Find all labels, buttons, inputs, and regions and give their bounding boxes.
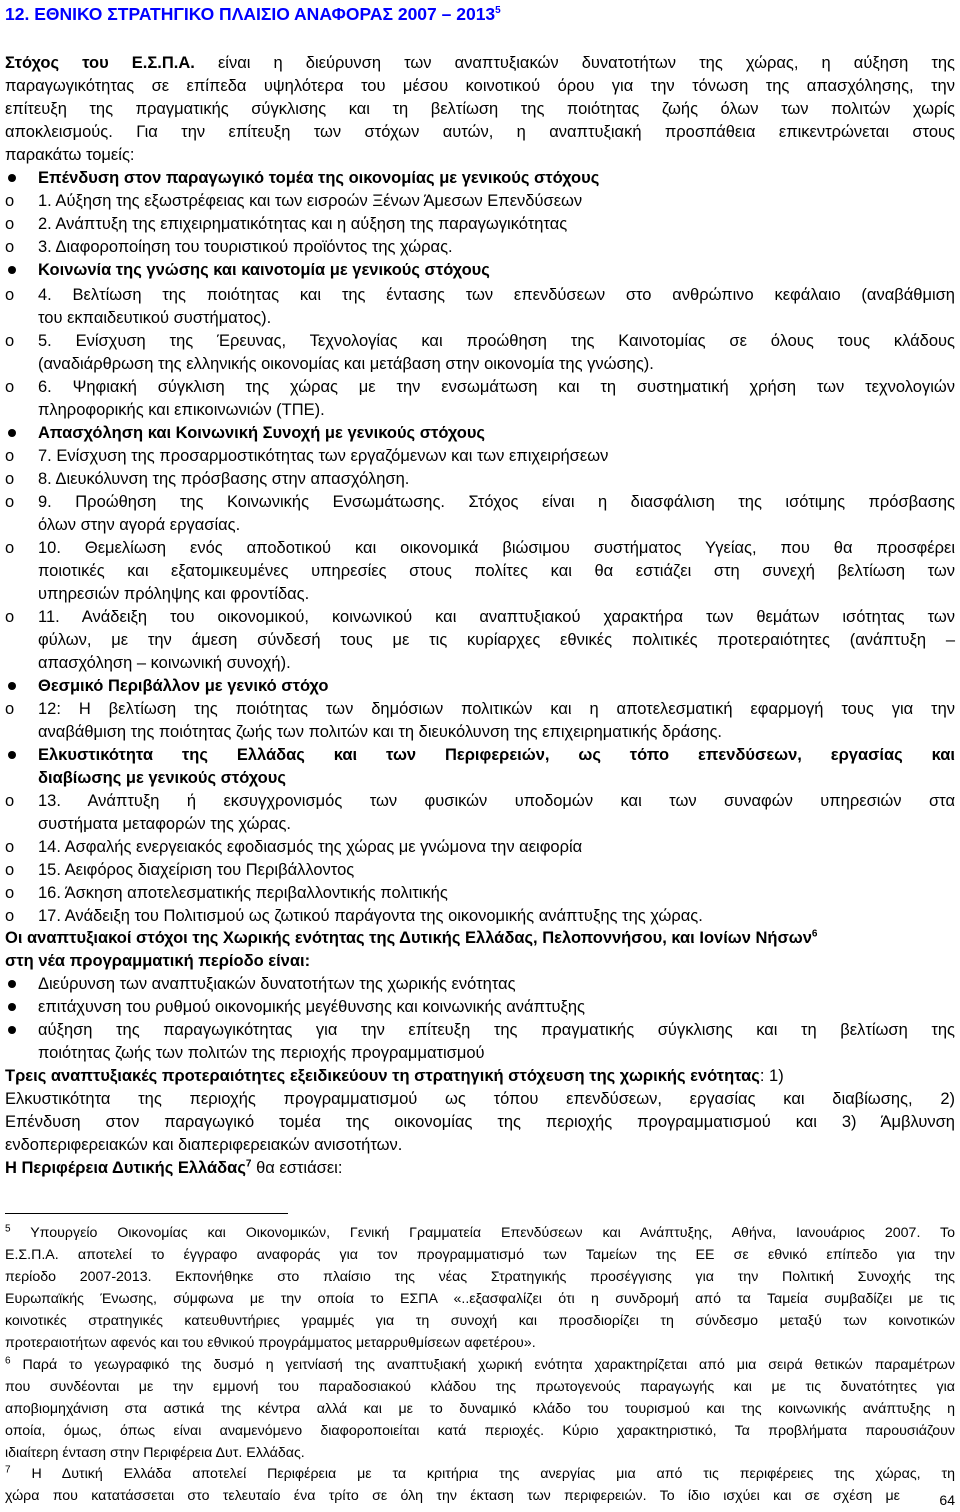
footnote-ref-6: 6 <box>811 928 818 940</box>
goal-item: 16. Άσκηση αποτελεσματικής περιβαλλοντικής πολιτικής <box>38 884 448 902</box>
footnote-5-line: προτεραιοτήτων αφενός και του εθνικού προγράμματος μεταρρυθμίσεων αφετέρου». <box>5 1335 536 1351</box>
sub-bullet-marker: o <box>5 792 15 810</box>
goal-item-cont: συστήματα μεταφορών της χώρας. <box>38 815 291 833</box>
footnote-6-line: αποβιομηχάνιση στα αστικά της κέντρα αλλά και με το δυναμικό κλάδο του τουρισμού και της κοινωνικής ανάπτυξης η <box>5 1401 955 1417</box>
sub-bullet-marker: o <box>5 470 15 488</box>
goal-item-cont: απασχόληση – κοινωνική συνοχή). <box>38 654 291 672</box>
regional-goals-heading: Οι αναπτυξιακοί στόχοι της Χωρικής ενότητας της Δυτικής Ελλάδας, Πελοποννήσου, και Ιονίων Νήσων$^6$ <box>5 928 818 947</box>
regional-goal: επιτάχυνση του ρυθμού οικονομικής μεγέθυνσης και κοινωνικής ανάπτυξης <box>38 998 586 1016</box>
focus-line: Η Περιφέρεια Δυτικής Ελλάδας$^7$ θα εστιάσει: <box>5 1158 343 1177</box>
bullet-dot <box>8 980 16 988</box>
bullet-dot <box>8 751 16 759</box>
intro-line-5: παρακάτω τομείς: <box>5 146 135 164</box>
bullet-heading-employment: Απασχόληση και Κοινωνική Συνοχή με γενικούς στόχους <box>38 424 486 442</box>
sub-bullet-marker: o <box>5 700 15 718</box>
goal-item-cont: όλων στην αγορά εργασίας. <box>38 516 241 534</box>
priorities-line-2: Ελκυστικότητα της περιοχής προγραμματισμού ως τόπου επενδύσεων, εργασίας και διαβίωσης, 2) <box>5 1090 955 1108</box>
footnote-5-line: κοινοτικές στρατηγικές κατευθυντήριες γραμμές για τη συνοχή και προσδιορίζει τη σύνδεσμο μεταξύ των κοινοτικών <box>5 1313 955 1329</box>
sub-bullet-marker: o <box>5 447 15 465</box>
goal-item: 15. Αειφόρος διαχείριση του Περιβάλλοντος <box>38 861 355 879</box>
goal-item: 11. Ανάδειξη του οικονομικού, κοινωνικού και αναπτυξιακού χαρακτήρα των θεμάτων ισότητας των <box>38 608 955 626</box>
priorities-line-4: ενδοπεριφερειακών και διαπεριφερειακών ανισοτήτων. <box>5 1136 403 1154</box>
sub-bullet-marker: o <box>5 286 15 304</box>
goal-item-cont: ποιοτικές και εξατομικευμένες υπηρεσίες στους πολίτες και θα εστιάζει στη συνεχή βελτίωση των <box>38 562 955 580</box>
page-number: 64 <box>939 1492 955 1508</box>
sub-bullet-marker: o <box>5 539 15 557</box>
goal-item: 12: Η βελτίωση της ποιότητας των δημόσιων πολιτικών και η αποτελεσματική εφαρμογή τους για την <box>38 700 955 718</box>
footnote-6-line: που συνδέονται με την εμμονή του παραδοσιακού κλάδου της πρωτογενούς παραγωγής και με τις δυνατότητες για <box>5 1379 955 1395</box>
sub-bullet-marker: o <box>5 907 15 925</box>
intro-label: Στόχος του Ε.Σ.Π.Α. <box>5 54 195 72</box>
goal-item-cont: (αναδιάρθρωση της ελληνικής οικονομίας και μετάβαση στην οικονομία της γνώσης). <box>38 355 654 373</box>
regional-goals-heading-cont: στη νέα προγραμματική περίοδο είναι: <box>5 952 311 970</box>
intro-line-2: παραγωγικότητας σε επίπεδα υψηλότερα του μέσου κοινοτικού όρου για την τόνωση της απασχόλησης, την <box>5 77 955 95</box>
goal-item: 13. Ανάπτυξη ή εκσυγχρονισμός των φυσικών υποδομών και των συναφών υπηρεσιών στα <box>38 792 955 810</box>
bullet-dot <box>8 682 16 690</box>
priorities-line-1: Τρεις αναπτυξιακές προτεραιότητες εξειδικεύουν τη στρατηγική στόχευση της χωρικής ενότητας: 1) <box>5 1067 784 1085</box>
footnote-ref-5: 5 <box>495 5 501 17</box>
footnote-6-line: $^6$ Παρά το γεωγραφικό της δυσμό η γειτνίασή της αναπτυξιακή χωρική ενότητα χαρακτηρίζεται από μια σειρά θετικών παραμέτρων <box>5 1355 955 1373</box>
goal-item-cont: υπηρεσιών πρόληψης και φροντίδας. <box>38 585 310 603</box>
sub-bullet-marker: o <box>5 238 15 256</box>
goal-item: 5. Ενίσχυση της Έρευνας, Τεχνολογίας και προώθηση της Καινοτομίας σε όλους τους κλάδους <box>38 332 955 350</box>
sub-bullet-marker: o <box>5 884 15 902</box>
footnote-7-line: $^7$ Η Δυτική Ελλάδα αποτελεί Περιφέρεια με τα κριτήρια της ανεργίας μια από τις περιφέρειες της χώρας, τη <box>5 1464 955 1482</box>
footnote-separator <box>5 1213 288 1214</box>
intro-line-1: Στόχος του Ε.Σ.Π.Α. είναι η διεύρυνση των αναπτυξιακών δυνατοτήτων της χώρας, η αύξηση της <box>5 54 955 72</box>
goal-item: 2. Ανάπτυξη της επιχειρηματικότητας και η αύξηση της παραγωγικότητας <box>38 215 568 233</box>
bullet-dot <box>8 174 16 182</box>
intro-line-3: επίτευξη της πραγματικής σύγκλισης και τη βελτίωση της ποιότητας ζωής όλων των πολιτών χωρίς <box>5 100 955 118</box>
footnote-5-line: Ε.Σ.Π.Α. αποτελεί το έγγραφο αναφοράς για τον προγραμματισμό των Ταμείων της ΕΕ σε εθνικό επίπεδο για την <box>5 1247 955 1263</box>
goal-item: 9. Προώθηση της Κοινωνικής Ενσωμάτωσης. Στόχος είναι η διασφάλιση της ισότιμης πρόσβασης <box>38 493 955 511</box>
sub-bullet-marker: o <box>5 332 15 350</box>
goal-item-cont: φύλων, με την άμεση σύνδεσή τους με τις κυρίαρχες εθνικές πολιτικές προτεραιότητες (ανάπτυξη – <box>38 631 955 649</box>
bullet-dot <box>8 1026 16 1034</box>
sub-bullet-marker: o <box>5 493 15 511</box>
regional-goal: Διεύρυνση των αναπτυξιακών δυνατοτήτων της χωρικής ενότητας <box>38 975 516 993</box>
bullet-dot <box>8 1003 16 1011</box>
bullet-heading-knowledge: Κοινωνία της γνώσης και καινοτομία με γενικούς στόχους <box>38 261 490 279</box>
bullet-heading-attractiveness-cont: διαβίωσης με γενικούς στόχους <box>38 769 286 787</box>
goal-item: 14. Ασφαλής ενεργειακός εφοδιασμός της χώρας με γνώμονα την αειφορία <box>38 838 583 856</box>
goal-item: 3. Διαφοροποίηση του τουριστικού προϊόντος της χώρας. <box>38 238 453 256</box>
footnote-5-line: Ευρωπαϊκής Ένωσης, σύμφωνα με την οποία το ΕΣΠΑ «..εξασφαλίζει ότι η συνδρομή από τα Ταμεία συμβαδίζει με τις <box>5 1291 955 1307</box>
goal-item-cont: του εκπαιδευτικού συστήματος). <box>38 309 272 327</box>
goal-item-cont: πληροφορικής και επικοινωνιών (ΤΠΕ). <box>38 401 325 419</box>
regional-goal: αύξηση της παραγωγικότητας για την επίτευξη της πραγματικής σύγκλισης και τη βελτίωση της <box>38 1021 955 1039</box>
goal-item: 6. Ψηφιακή σύγκλιση της χώρας με την ενσωμάτωση και τη συστηματική χρήση των τεχνολογιών <box>38 378 955 396</box>
footnote-ref-7: 7 <box>245 1158 252 1170</box>
goal-item: 8. Διευκόλυνση της πρόσβασης στην απασχόληση. <box>38 470 410 488</box>
bullet-heading-investment: Επένδυση στον παραγωγικό τομέα της οικονομίας με γενικούς στόχους <box>38 169 600 187</box>
priorities-line-3: Επένδυση στον παραγωγικό τομέα της οικονομίας της περιοχής προγραμματισμού και 3) Άμβλυνση <box>5 1113 955 1131</box>
intro-line-4: αποκλεισμούς. Για την επίτευξη των στόχων αυτών, η αναπτυξιακή προσπάθεια επικεντρώνεται στους <box>5 123 955 141</box>
goal-item: 4. Βελτίωση της ποιότητας και της έντασης των επενδύσεων στο ανθρώπινο κεφάλαιο (αναβάθμιση <box>38 286 955 304</box>
bullet-dot <box>8 266 16 274</box>
goal-item: 1. Αύξηση της εξωστρέφειας και των εισροών Ξένων Άμεσων Επενδύσεων <box>38 192 583 210</box>
goal-item: 10. Θεμελίωση ενός αποδοτικού και οικονομικά βιώσιμου συστήματος Υγείας, που θα προσφέρει <box>38 539 955 557</box>
footnote-7-line: χώρα που κατατάσσεται στο τελευταίο ένα τρίτο σε όλη την έκταση των περιφερειών. Το ίδιο ισχύει και σε σχέση με <box>5 1488 900 1504</box>
goal-item: 7. Ενίσχυση της προσαρμοστικότητας των εργαζόμενων και των επιχειρήσεων <box>38 447 609 465</box>
sub-bullet-marker: o <box>5 838 15 856</box>
footnote-5-line: περίοδο 2007-2013. Εκπονήθηκε στο πλαίσιο της νέας Στρατηγικής προσέγγισης για την Πολιτική Συνοχής της <box>5 1269 955 1285</box>
section-heading: 12. ΕΘΝΙΚΟ ΣΤΡΑΤΗΓΙΚΟ ΠΛΑΙΣΙΟ ΑΝΑΦΟΡΑΣ 2007 – 2013$^5$ <box>5 4 501 24</box>
bullet-heading-attractiveness: Ελκυστικότητα της Ελλάδας και των Περιφερειών, ως τόπο επενδύσεων, εργασίας και <box>38 746 955 764</box>
sub-bullet-marker: o <box>5 608 15 626</box>
bullet-heading-institutional: Θεσμικό Περιβάλλον με γενικό στόχο <box>38 677 329 695</box>
footnote-6-line: ιδιαίτερη ένταση στην Περιφέρεια Δυτ. Ελλάδας. <box>5 1445 305 1461</box>
sub-bullet-marker: o <box>5 378 15 396</box>
footnote-5-line: $^5$ Υπουργείο Οικονομίας και Οικονομικών, Γενική Γραμματεία Επενδύσεων και Ανάπτυξης, Αθήνα, Ιανουάριος 2007. Το <box>5 1223 956 1241</box>
goal-item-cont: αναβάθμιση της ποιότητας ζωής των πολιτών και τη διευκόλυνση της επιχειρηματικής δράσης. <box>38 723 722 741</box>
footnote-6-line: οποία, όμως, όπως είναι αναμενόμενο διαφοροποιείται κατά περιοχές. Κύριο χαρακτηριστικό, Τα προβλήματα παρουσιάζουν <box>5 1423 955 1439</box>
sub-bullet-marker: o <box>5 215 15 233</box>
bullet-dot <box>8 429 16 437</box>
goal-item: 17. Ανάδειξη του Πολιτισμού ως ζωτικού παράγοντα της οικονομικής ανάπτυξης της χώρας. <box>38 907 703 925</box>
sub-bullet-marker: o <box>5 192 15 210</box>
sub-bullet-marker: o <box>5 861 15 879</box>
regional-goal-cont: ποιότητας ζωής των πολιτών της περιοχής προγραμματισμού <box>38 1044 485 1062</box>
